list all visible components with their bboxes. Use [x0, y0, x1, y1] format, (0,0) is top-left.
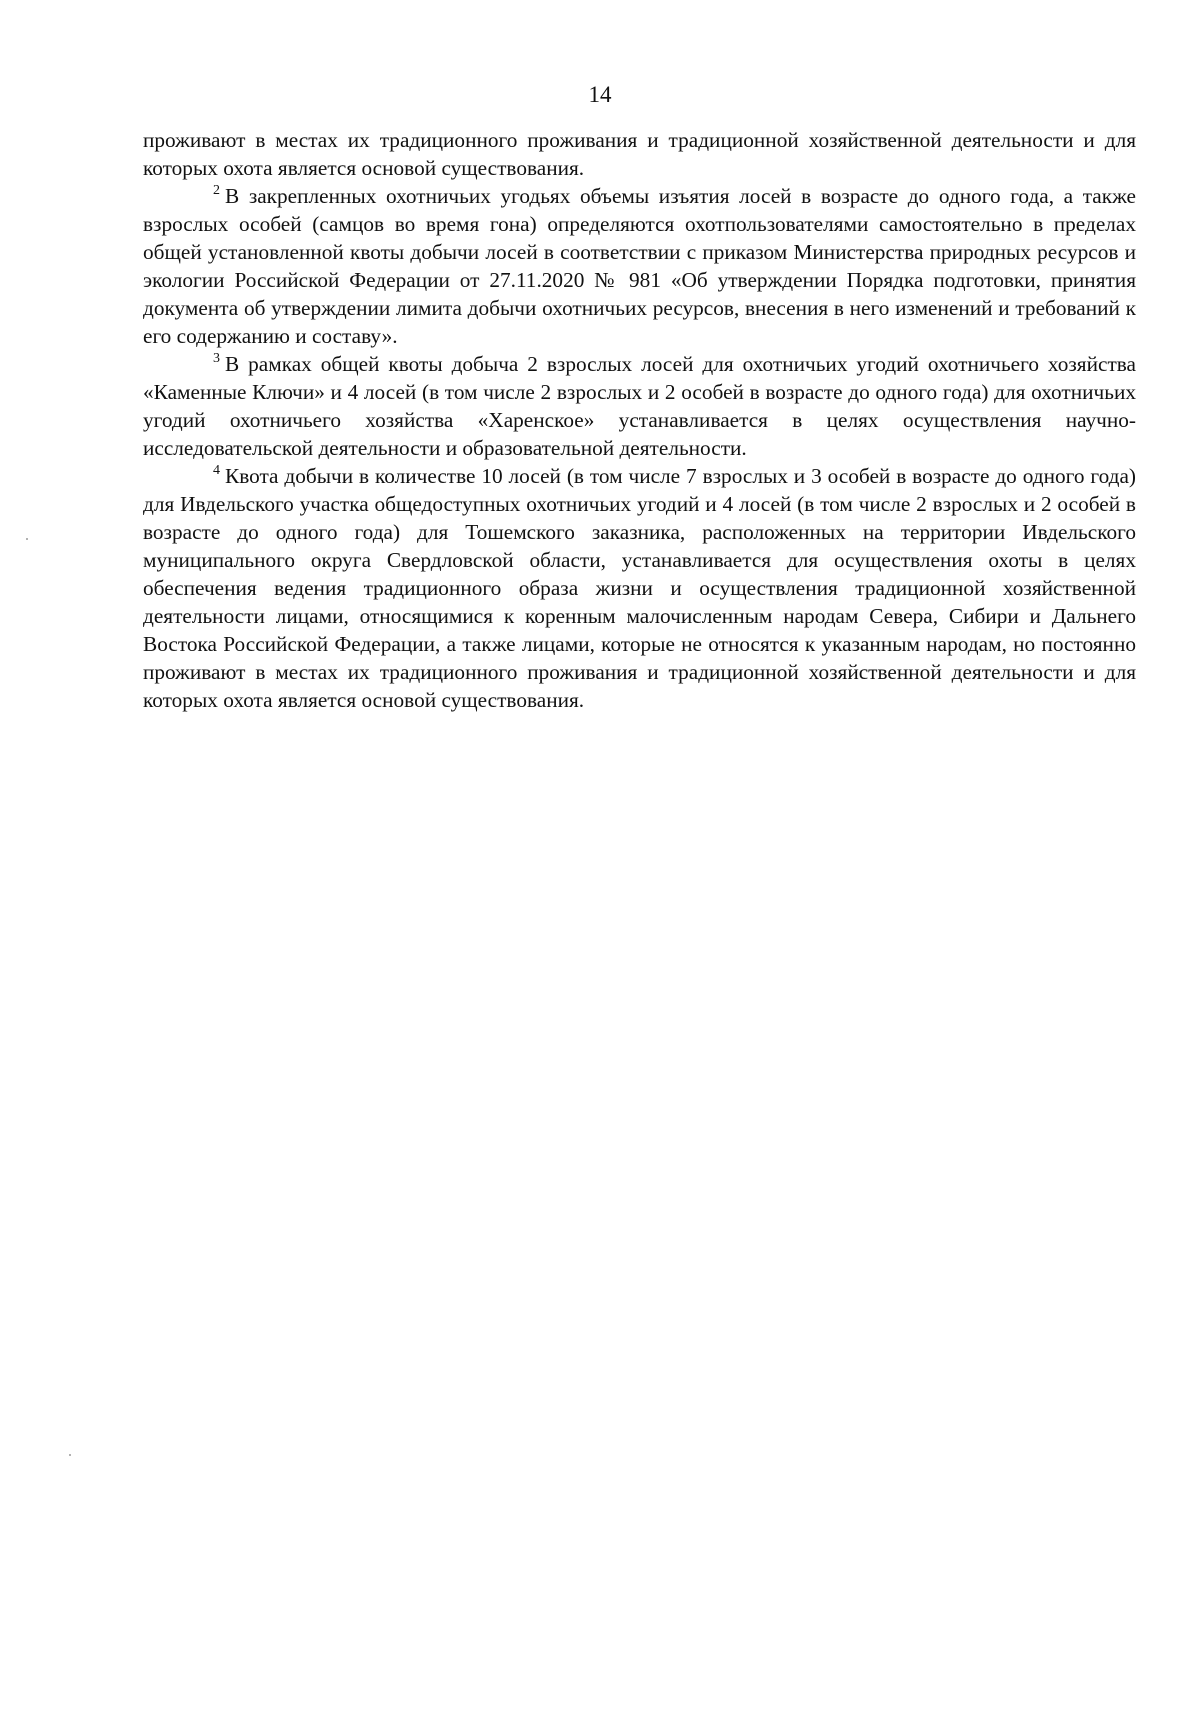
footnote-marker: 2	[213, 182, 220, 198]
page-number: 14	[588, 82, 612, 107]
document-body	[143, 126, 1136, 714]
footnote-marker: 4	[213, 462, 220, 478]
footnote-text: Квота добычи в количестве 10 лосей (в том числе 7 взрослых и 3 особей в возрасте до одного года) для Ивдельского участка общедоступных охотничьих угодий и 4 лосей (в том числе 2 взрослых и 2 особей в возрасте до одного года) для Тошемского заказника, расположенных на территории Ивдельского муниципального округа Свердловской области, устанавливается для осуществления охоты в целях обеспечения ведения традиционного образа жизни и осуществления традиционной хозяйственной деятельности лицами, относящимися к коренным малочисленным народам Севера, Сибири и Дальнего Востока Российской Федерации, а также лицами, которые не относятся к указанным народам, но постоянно проживают в местах их традиционного проживания и традиционной хозяйственной деятельности и для которых охота является основой существования.	[143, 464, 1136, 712]
footnote-4	[143, 462, 1136, 714]
paragraph-text: проживают в местах их традиционного проживания и традиционной хозяйственной деятельности и для которых охота является основой существования.	[143, 128, 1136, 180]
footnote-2	[143, 182, 1136, 350]
continuation-paragraph	[143, 126, 1136, 182]
scan-artifact-dot	[26, 538, 28, 540]
footnote-marker: 3	[213, 350, 220, 366]
footnote-text: В закрепленных охотничьих угодьях объемы изъятия лосей в возрасте до одного года, а также взрослых особей (самцов во время гона) определяются охотпользователями самостоятельно в пределах общей установленной квоты добычи лосей в соответствии с приказом Министерства природных ресурсов и экологии Российской Федерации от 27.11.2020 № 981 «Об утверждении Порядка подготовки, принятия документа об утверждении лимита добычи охотничьих ресурсов, внесения в него изменений и требований к его содержанию и составу».	[143, 184, 1136, 348]
footnote-3	[143, 350, 1136, 462]
scan-artifact-dot	[69, 1454, 71, 1456]
footnote-text: В рамках общей квоты добыча 2 взрослых лосей для охотничьих угодий охотничьего хозяйства «Каменные Ключи» и 4 лосей (в том числе 2 взрослых и 2 особей в возрасте до одного года) для охотничьих угодий охотничьего хозяйства «Харенское» устанавливается в целях осуществления научно-исследовательской деятельности и образовательной деятельности.	[143, 352, 1136, 460]
